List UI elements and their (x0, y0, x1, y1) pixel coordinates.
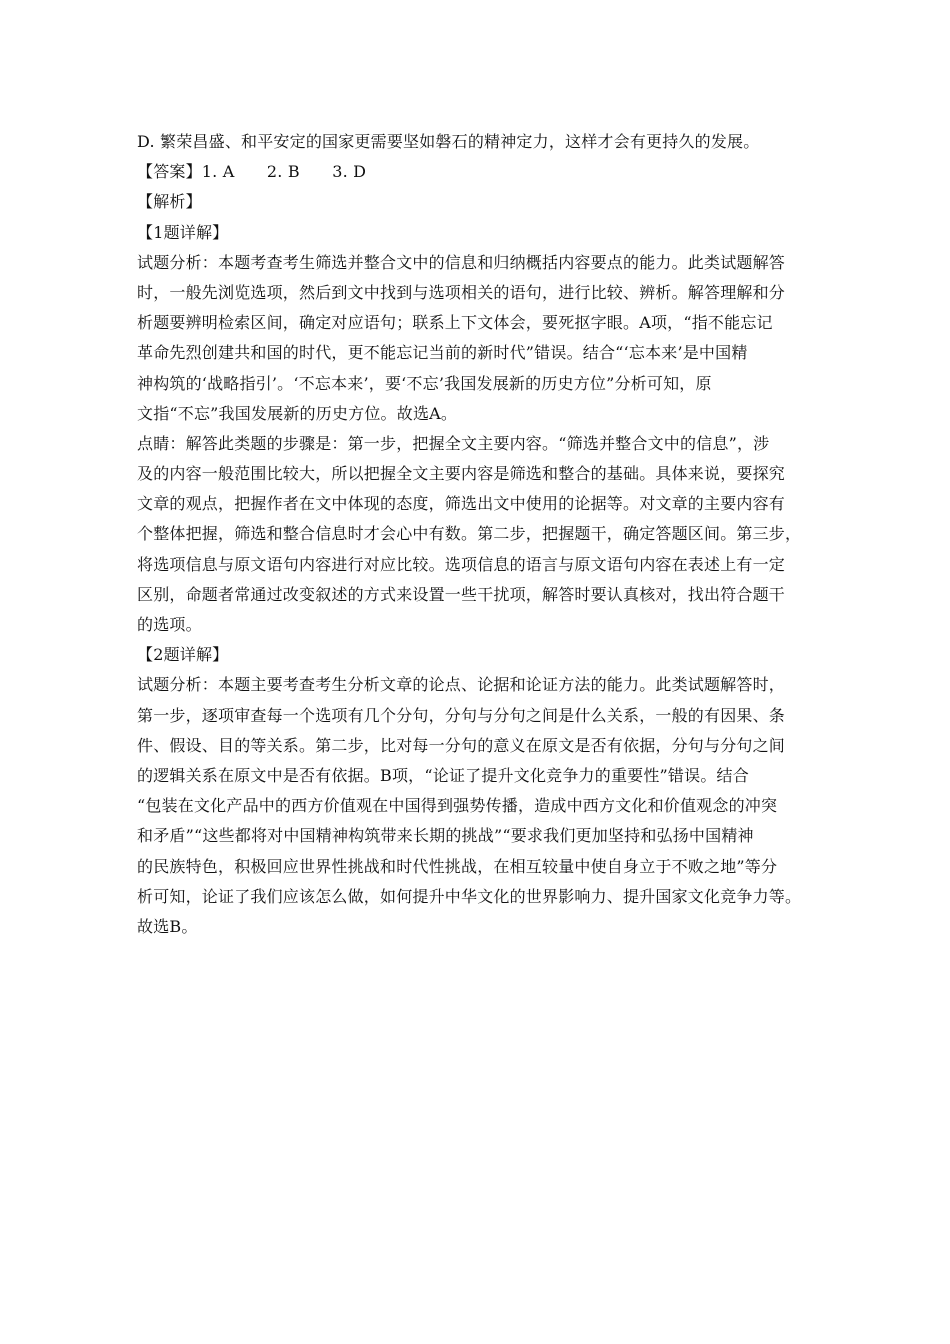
q2-analysis-line: 故选B。 (137, 916, 198, 936)
q2-analysis-line: 的民族特色，积极回应世界性挑战和时代性挑战，在相互较量中使自身立于不败之地”等分 (137, 856, 778, 876)
q2-analysis-line: 的逻辑关系在原文中是否有依据。B项，“论证了提升文化竞争力的重要性”错误。结合 (137, 765, 749, 785)
q1-heading: 【1题详解】 (137, 222, 229, 242)
q1-analysis-line: 革命先烈创建共和国的时代，更不能忘记当前的新时代”错误。结合“‘忘本来’是中国精 (137, 343, 748, 363)
q1-analysis-line: 文指“不忘”我国发展新的历史方位。故选A。 (137, 403, 458, 423)
tip-line: 及的内容一般范围比较大，所以把握全文主要内容是筛选和整合的基础。具体来说，要探究 (137, 464, 786, 484)
q2-analysis-line: 析可知，论证了我们应该怎么做，如何提升中华文化的世界影响力、提升国家文化竞争力等。 (137, 886, 802, 906)
tip-line: 文章的观点，把握作者在文中体现的态度，筛选出文中使用的论据等。对文章的主要内容有 (137, 494, 786, 514)
q2-analysis-line: 件、假设、目的等关系。第二步，比对每一分句的意义在原文是否有依据，分句与分句之间 (137, 735, 786, 755)
q1-analysis-line: 神构筑的‘战略指引’。‘不忘本来’，要‘不忘’我国发展新的历史方位”分析可知，原 (137, 373, 712, 393)
tip-line: 点睛：解答此类题的步骤是：第一步，把握全文主要内容。“筛选并整合文中的信息”，涉 (137, 433, 770, 453)
q1-analysis-line: 试题分析：本题考查考生筛选并整合文中的信息和归纳概括内容要点的能力。此类试题解答 (137, 252, 786, 272)
q2-heading: 【2题详解】 (137, 645, 229, 665)
tip-line: 将选项信息与原文语句内容进行对应比较。选项信息的语言与原文语句内容在表述上有一定 (137, 554, 786, 574)
tip-line: 区别，命题者常通过改变叙述的方式来设置一些干扰项，解答时要认真核对，找出符合题干 (137, 584, 786, 604)
q2-analysis-line: 第一步，逐项审查每一个选项有几个分句，分句与分句之间是什么关系，一般的有因果、条 (137, 705, 786, 725)
document-body (137, 127, 817, 942)
q1-analysis-line: 析题要辨明检索区间，确定对应语句；联系上下文体会，要死抠字眼。A项，“指不能忘记 (137, 313, 773, 333)
q1-analysis-line: 时，一般先浏览选项，然后到文中找到与选项相关的语句，进行比较、辨析。解答理解和分 (137, 282, 786, 302)
q2-analysis-line: “包装在文化产品中的西方价值观在中国得到强势传播，造成中西方文化和价值观念的冲突 (137, 796, 778, 816)
tip-line: 个整体把握，筛选和整合信息时才会心中有数。第二步，把握题干，确定答题区间。第三步， (137, 524, 802, 544)
q2-analysis-line: 和矛盾”“这些都将对中国精神构筑带来长期的挑战”“要求我们更加坚持和弘扬中国精神 (137, 826, 754, 846)
option-d-line: D. 繁荣昌盛、和平安定的国家更需要坚如磐石的精神定力，这样才会有更持久的发展。 (137, 132, 760, 151)
analysis-heading: 【解析】 (137, 192, 202, 212)
answer-line: 【答案】1. A 2. B 3. D (137, 162, 367, 182)
tip-line: 的选项。 (137, 615, 202, 634)
q2-analysis-line: 试题分析：本题主要考查考生分析文章的论点、论据和论证方法的能力。此类试题解答时， (137, 675, 786, 695)
